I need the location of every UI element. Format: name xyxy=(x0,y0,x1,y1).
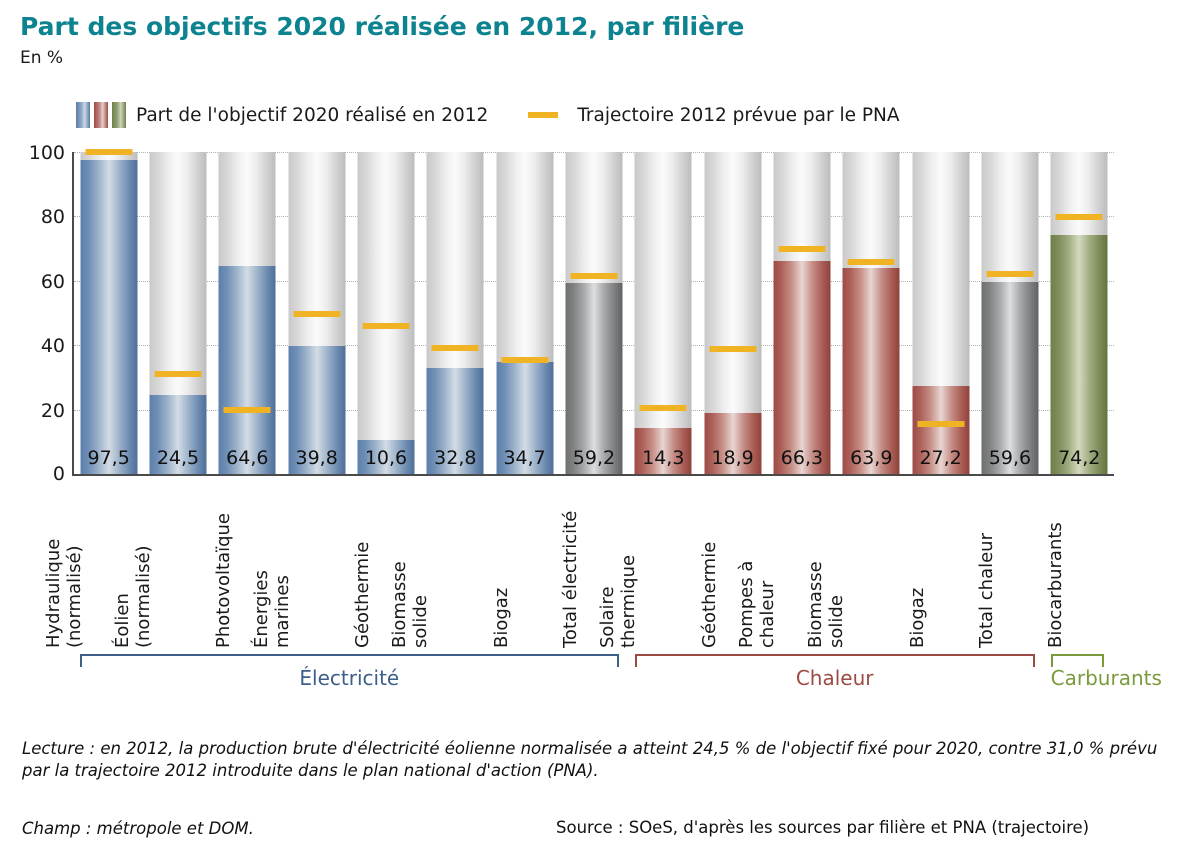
legend-swatch-group xyxy=(76,102,126,128)
x-axis-tick-label: Géothermie xyxy=(698,541,720,648)
bar-value-label: 63,9 xyxy=(850,447,893,469)
bar-value-label: 18,9 xyxy=(711,447,754,469)
trajectory-marker xyxy=(640,405,687,411)
bar-value-label: 34,7 xyxy=(503,447,546,469)
bar-column[interactable] xyxy=(559,152,628,474)
trajectory-marker xyxy=(917,421,964,427)
bar-fill xyxy=(981,282,1038,474)
trajectory-marker xyxy=(570,273,617,279)
page-title: Part des objectifs 2020 réalisée en 2012, par filière xyxy=(20,12,745,41)
bar-column[interactable] xyxy=(837,152,906,474)
x-label-cell xyxy=(904,478,973,653)
x-label-cell xyxy=(1043,478,1112,653)
group-brackets xyxy=(72,654,1162,702)
trajectory-marker xyxy=(986,271,1033,277)
trajectory-marker xyxy=(154,371,201,377)
group-bracket xyxy=(1050,654,1162,698)
bar-value-label: 59,2 xyxy=(572,447,616,469)
bar-column[interactable] xyxy=(282,152,351,474)
bar-column[interactable] xyxy=(143,152,212,474)
note-lecture: Lecture : en 2012, la production brute d'électricité éolienne normalisée a atteint 24,5 % de l'objectif fixé pour 2020, contre 31,0 % prévu par la trajectoire 2012 introduite dans le plan national d'action (PNA). xyxy=(22,739,1158,780)
x-label-cell xyxy=(805,478,904,653)
bar-value-label: 59,6 xyxy=(988,447,1032,469)
bar-value-label: 39,8 xyxy=(295,447,338,469)
x-axis-tick-label: Biogaz xyxy=(906,587,928,648)
legend-swatch-heat xyxy=(94,102,108,128)
x-axis-tick-label: Total chaleur xyxy=(975,533,997,648)
bar-value-label: 27,2 xyxy=(919,447,962,469)
y-tick-label: 60 xyxy=(40,270,65,293)
legend-swatch-trajectory xyxy=(528,112,558,118)
bar-fill xyxy=(1051,235,1108,474)
trajectory-marker xyxy=(432,345,479,351)
legend-label-series: Part de l'objectif 2020 réalisé en 2012 xyxy=(136,104,489,126)
bar-background-tube xyxy=(357,152,414,474)
bar-value-label: 14,3 xyxy=(642,447,685,469)
bar-column[interactable] xyxy=(906,152,975,474)
bar-column[interactable] xyxy=(629,152,698,474)
group-bracket-label: Chaleur xyxy=(795,666,874,690)
bar-column[interactable] xyxy=(421,152,490,474)
bar-fill xyxy=(773,261,830,474)
note-champ: Champ : métropole et DOM. xyxy=(22,819,254,838)
trajectory-marker xyxy=(848,259,895,265)
note-source: Source : SOeS, d'après les sources par filière et PNA (trajectoire) xyxy=(556,818,1090,837)
x-axis-tick-label: Biomasse solide xyxy=(389,561,432,648)
bar-background-tube xyxy=(635,152,692,474)
bar-fill xyxy=(843,268,900,474)
trajectory-marker xyxy=(778,246,825,252)
x-label-cell xyxy=(389,478,488,653)
x-axis-tick-label: Biomasse solide xyxy=(805,561,848,648)
y-tick-label: 100 xyxy=(28,142,65,164)
bar-value-label: 66,3 xyxy=(780,447,824,469)
legend-label-trajectory: Trajectoire 2012 prévue par le PNA xyxy=(577,104,900,126)
bar-column[interactable] xyxy=(975,152,1044,474)
x-label-cell xyxy=(973,478,1042,653)
bar-column[interactable] xyxy=(213,152,282,474)
x-label-cell xyxy=(597,478,696,653)
trajectory-marker xyxy=(85,149,132,155)
trajectory-marker xyxy=(293,311,340,317)
bar-value-label: 32,8 xyxy=(434,447,477,469)
legend-swatch-electricity xyxy=(76,102,90,128)
x-axis-tick-label: Biocarburants xyxy=(1045,522,1067,648)
bar-fill xyxy=(565,283,622,474)
y-tick-label: 40 xyxy=(40,335,65,358)
bar-column[interactable] xyxy=(490,152,559,474)
trajectory-marker xyxy=(362,323,409,329)
bar-value-label: 97,5 xyxy=(87,447,130,469)
x-axis-tick-label: Solaire thermique xyxy=(597,554,640,648)
bar-fill xyxy=(219,266,276,474)
bar-column[interactable] xyxy=(698,152,767,474)
group-bracket-label: Carburants xyxy=(1050,666,1162,690)
x-label-cell xyxy=(111,478,210,653)
chart-unit-subtitle: En % xyxy=(20,48,64,68)
bar-column[interactable] xyxy=(351,152,420,474)
bar-series xyxy=(74,152,1114,474)
x-axis-tick-label: Biogaz xyxy=(490,587,512,648)
x-axis-tick-label: Photovoltaïque xyxy=(213,512,235,648)
x-axis-tick-label: Total électricité xyxy=(559,510,581,648)
x-axis-tick-label: Éolien (normalisé) xyxy=(111,545,154,648)
bar-value-label: 64,6 xyxy=(226,447,269,469)
x-axis-tick-label: Géothermie xyxy=(351,541,373,648)
x-label-cell xyxy=(250,478,349,653)
group-bracket-label: Électricité xyxy=(299,666,400,690)
chart-legend xyxy=(76,102,930,128)
y-tick-label: 80 xyxy=(40,206,65,229)
trajectory-marker xyxy=(1056,214,1103,220)
x-axis-labels xyxy=(42,478,1112,653)
group-bracket xyxy=(635,654,1035,698)
x-axis-tick-label: Hydraulique (normalisé) xyxy=(42,538,85,648)
bar-value-label: 24,5 xyxy=(156,447,200,469)
y-tick-label: 0 xyxy=(52,463,65,485)
bar-value-label: 10,6 xyxy=(364,447,408,469)
y-tick-label: 20 xyxy=(40,399,65,422)
bar-value-label: 74,2 xyxy=(1058,447,1101,469)
group-bracket xyxy=(80,654,619,698)
x-axis-tick-label: Pompes à chaleur xyxy=(735,560,778,648)
trajectory-marker xyxy=(224,407,271,413)
x-axis-tick-label: Énergies marines xyxy=(250,570,293,648)
bar-fill xyxy=(80,160,137,474)
bar-column[interactable] xyxy=(1045,152,1114,474)
x-label-cell xyxy=(488,478,557,653)
bar-column[interactable] xyxy=(767,152,836,474)
bar-column[interactable] xyxy=(74,152,143,474)
legend-swatch-fuel xyxy=(112,102,126,128)
trajectory-marker xyxy=(709,346,756,352)
trajectory-marker xyxy=(501,357,548,363)
plot-area xyxy=(28,142,1114,485)
